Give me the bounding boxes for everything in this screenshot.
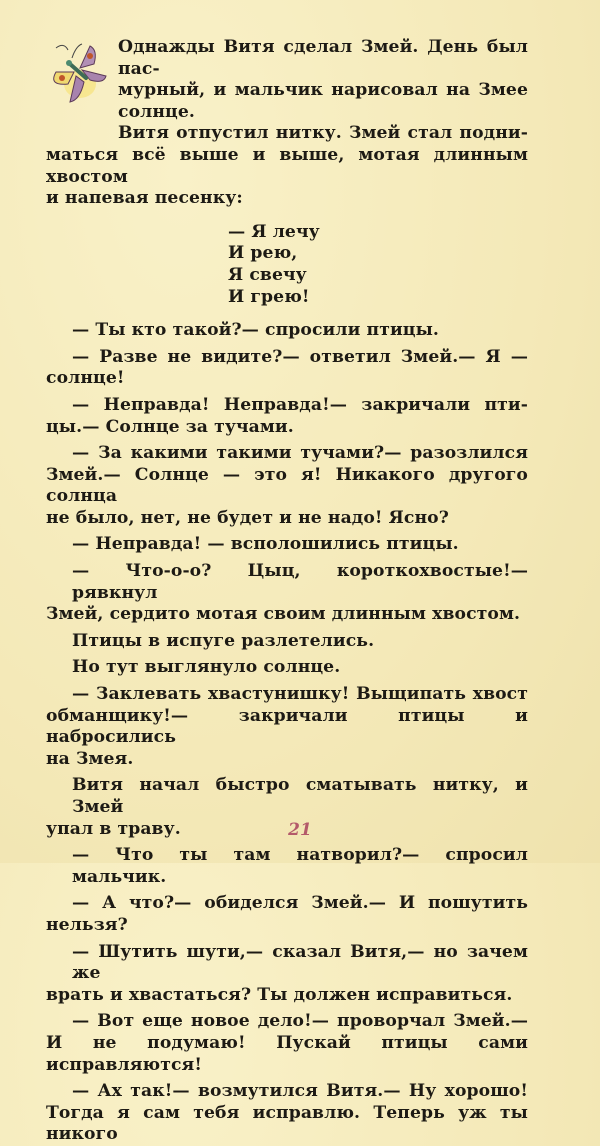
text-line: врать и хвастаться? Ты должен исправиться. xyxy=(46,984,513,1005)
text-line: обманщику!— закричали птицы и набросились xyxy=(46,705,528,748)
text-line: маться всё выше и выше, мотая длинным хвостом xyxy=(46,144,528,187)
text-line: солнце. xyxy=(118,101,195,122)
text-line: не было, нет, не будет и не надо! Ясно? xyxy=(46,507,449,528)
paragraph xyxy=(46,443,528,529)
paragraph xyxy=(46,395,528,438)
page-number: 21 xyxy=(288,820,312,840)
text-line: — Вот еще новое дело!— проворчал Змей.— xyxy=(72,1011,528,1032)
poem xyxy=(228,222,528,308)
text-line: — Неправда! Неправда!— закричали пти- xyxy=(72,394,528,415)
text-line: — За какими такими тучами?— разозлился xyxy=(72,443,528,464)
paragraph xyxy=(46,561,528,626)
text-line: — Шутить шути,— сказал Витя,— но зачем же xyxy=(72,941,528,984)
text-line: Витя отпустил нитку. Змей стал подни- xyxy=(118,123,528,144)
paragraph xyxy=(46,123,528,209)
text-line: Змей, сердито мотая своим длинным хвостом. xyxy=(46,604,521,625)
text-line: упал в траву. xyxy=(46,818,181,839)
paragraph xyxy=(46,1081,528,1146)
poem-line: — Я лечу xyxy=(228,221,320,242)
text-line: Змей.— Солнце — это я! Никакого другого солнца xyxy=(46,464,528,507)
poem-line: Я свечу xyxy=(228,264,307,285)
text-line: — Заклевать хвастунишку! Выщипать хвост xyxy=(72,684,528,705)
paragraph xyxy=(46,1011,528,1076)
text-line: — Что ты там натворил?— спросил мальчик. xyxy=(72,845,528,887)
text-line: — Что-о-о? Цыц, короткохвостые!— рявкнул xyxy=(72,561,528,603)
text-line: — Неправда! — всполошились птицы. xyxy=(72,534,459,555)
poem-line: И грею! xyxy=(228,286,310,307)
text-line: И не подумаю! Пускай птицы сами исправляются! xyxy=(46,1032,528,1075)
text-line: цы.— Солнце за тучами. xyxy=(46,416,294,437)
paragraph xyxy=(46,942,528,1007)
poem-line: И рею, xyxy=(228,243,298,264)
paragraph xyxy=(46,893,528,936)
text-line: и напевая песенку: xyxy=(46,188,243,209)
text-line: мурный, и мальчик нарисовал на Змее xyxy=(118,80,528,101)
paragraph xyxy=(46,684,528,770)
text-line: Витя начал быстро сматывать нитку, и Змей xyxy=(72,775,528,817)
paragraph xyxy=(46,845,528,888)
text-line: Но тут выглянуло солнце. xyxy=(72,657,341,678)
text-line: — Ах так!— возмутился Витя.— Ну хорошо! xyxy=(72,1081,528,1102)
paragraph xyxy=(46,631,528,653)
text-line: Птицы в испуге разлетелись. xyxy=(72,630,375,651)
text-line: нельзя? xyxy=(46,914,128,935)
text-line: Тогда я сам тебя исправлю. Теперь уж ты никого xyxy=(46,1102,528,1145)
text-line: на Змея. xyxy=(46,748,134,769)
text-line: — Разве не видите?— ответил Змей.— Я — xyxy=(72,346,528,367)
text-line: — А что?— обиделся Змей.— И пошутить xyxy=(72,893,528,914)
text-line: — Ты кто такой?— спросили птицы. xyxy=(72,320,440,341)
paragraph xyxy=(46,347,528,390)
paragraph xyxy=(46,657,528,679)
text-line: Однажды Витя сделал Змей. День был пас- xyxy=(118,37,528,79)
text-line: солнце! xyxy=(46,368,125,389)
paragraph xyxy=(46,320,528,342)
story-text xyxy=(46,37,528,1146)
paragraph xyxy=(46,534,528,556)
paragraph-intro xyxy=(46,37,528,123)
dialogue xyxy=(46,320,528,1146)
